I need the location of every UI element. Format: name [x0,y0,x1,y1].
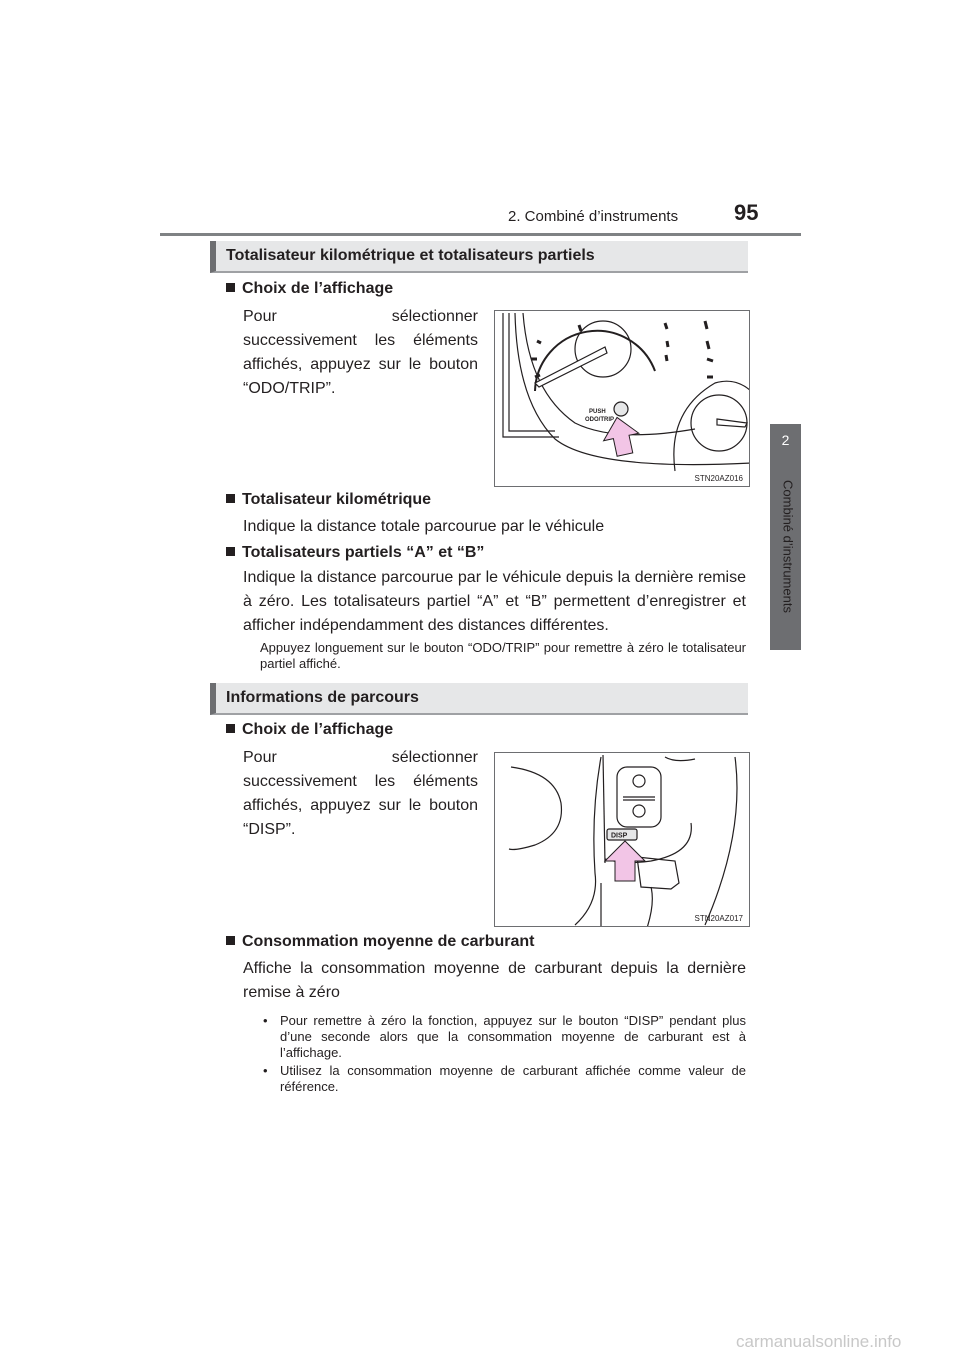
chapter-tab-number: 2 [781,432,790,448]
subheading-text: Choix de l’affichage [242,721,394,738]
chapter-tab-label-text: Combiné d’instruments [780,480,795,613]
bullet-dot: • [263,1063,268,1078]
bullet-dot: • [263,1013,268,1028]
square-bullet-icon [226,283,235,292]
section-header-odometer [210,241,748,273]
consumption-notes-list [260,1013,746,1097]
subheading-display-choice [226,280,393,298]
subheading-text: Totalisateur kilométrique [242,491,432,508]
page-number: 95 [734,200,759,225]
list-item-text: Pour remettre à zéro la fonction, appuyez sur le bouton “DISP” pendant plus d’une seconde alors que la consommation moyenne de carburant est à l’affichage. [280,1013,746,1060]
button-label-push: PUSH [589,409,606,415]
square-bullet-icon [226,494,235,503]
header-rule [160,233,801,236]
subheading-display-choice-2 [226,721,393,739]
chapter-tab-label [770,480,801,650]
subheading-trip-meters [226,544,484,562]
figure-code: STN20AZ016 [694,474,743,483]
square-bullet-icon [226,936,235,945]
figure-disp-button [494,752,750,927]
trip-reset-note: Appuyez longuement sur le bouton “ODO/TRIP” pour remettre à zéro le totalisateur partiel affiché. [260,640,746,671]
subheading-average-consumption [226,933,535,951]
section-title: Totalisateur kilométrique et totalisateurs partiels [226,247,595,264]
list-item [260,1013,746,1061]
display-choice-text-2: Pour sélectionner successivement les éléments affichés, appuyez sur le bouton “DISP”. [243,749,478,838]
square-bullet-icon [226,547,235,556]
instrument-cluster-illustration [495,311,750,487]
subheading-text: Choix de l’affichage [242,280,394,297]
watermark-logo: carmanualsonline.info [736,1332,902,1351]
subheading-text: Consommation moyenne de carburant [242,933,535,950]
odometer-text: Indique la distance totale parcourue par le véhicule [243,518,605,535]
subheading-odometer [226,491,431,509]
steering-wheel-switch-illustration [495,753,750,927]
trip-meters-text: Indique la distance parcourue par le véhicule depuis la dernière remise à zéro. Les totalisateurs partiel “A” et “B” permettent d’enregistrer et afficher indépendamment des distances différentes. [243,569,746,634]
chapter-title: 2. Combiné d’instruments [508,208,679,225]
average-consumption-text: Affiche la consommation moyenne de carburant depuis la dernière remise à zéro [243,960,746,1001]
subheading-text: Totalisateurs partiels “A” et “B” [242,544,485,561]
display-choice-text: Pour sélectionner successivement les éléments affichés, appuyez sur le bouton “ODO/TRIP”. [243,308,478,397]
section-header-trip-info [210,683,748,715]
figure-code: STN20AZ017 [694,914,743,923]
figure-odo-trip-button [494,310,750,487]
square-bullet-icon [226,724,235,733]
button-label-disp: DISP [611,832,628,840]
list-item [260,1063,746,1095]
button-label-odo-trip: ODO/TRIP [585,417,615,423]
list-item-text: Utilisez la consommation moyenne de carburant affichée comme valeur de référence. [280,1063,746,1094]
section-title: Informations de parcours [226,689,419,706]
